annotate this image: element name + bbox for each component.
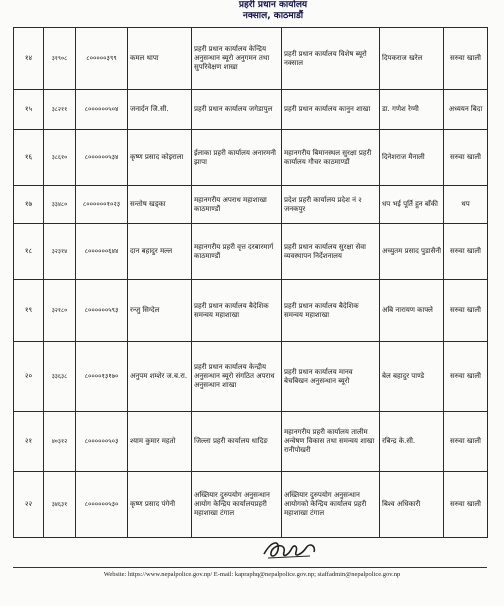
personnel-id-cell: ८००००००५०४ (76, 90, 128, 130)
remark-cell: सरुवा खाली (444, 28, 488, 90)
replacement-cell: अबि नारायण काफ्ले (380, 280, 444, 342)
current-office-cell: महानगरीय अपराध महाशाखा काठमाण्डौं (192, 186, 282, 224)
serial-number-cell: १५ (14, 90, 44, 130)
remark-cell: सरुवा खाली (444, 472, 488, 538)
remark-cell: सरुवा खाली (444, 342, 488, 412)
table-row (14, 412, 488, 472)
transfer-table (13, 27, 488, 538)
personnel-id-cell: ८००००१३१७० (76, 342, 128, 412)
table-row (14, 342, 488, 412)
stamp-line-1: प्रहरी प्रधान कार्यालय (238, 0, 308, 10)
table-row (14, 224, 488, 280)
personnel-id-cell: ८००००००६४४ (76, 224, 128, 280)
current-office-cell: प्रहरी प्रधान कार्यालय बैदेशिक समन्वय महाशाखा (192, 280, 282, 342)
signature (258, 536, 320, 562)
remark-cell: सरुवा खाली (444, 280, 488, 342)
name-cell: अनुपम शम्शेर ज.ब.रा. (128, 342, 192, 412)
current-office-cell: प्रहरी प्रधान कार्यालय जगेडापुल (192, 90, 282, 130)
new-office-cell: प्रहरी प्रधान कार्यालय मानव बेचबिखन अनुसन्धान ब्यूरो (282, 342, 380, 412)
remark-cell: सरुवा खाली (444, 412, 488, 472)
staff-number-cell: ३८२११ (44, 90, 76, 130)
current-office-cell: जिल्ला प्रहरी कार्यालय धादिङ (192, 412, 282, 472)
staff-number-cell: ३८६१० (44, 130, 76, 186)
serial-number-cell: २० (14, 342, 44, 412)
personnel-id-cell: ८०००००३९९ (76, 28, 128, 90)
name-cell: कृष्ण प्रसाद कोइराला (128, 130, 192, 186)
current-office-cell: प्रहरी प्रधान कार्यालय केन्द्रिय अनुसन्धान ब्यूरो अनुगमन तथा सुपरिवेक्षण शाखा (192, 28, 282, 90)
footer-contact: Website: https://www.nepalpolice.gov.np/ E-mail: kapraphq@nepalpolice.gov.np; staffadmin@nepalpolice.gov.np (103, 571, 401, 578)
table-row (14, 280, 488, 342)
remark-cell: सरुवा खाली (444, 224, 488, 280)
personnel-id-cell: ८००००००५०३ (76, 412, 128, 472)
name-cell: जनार्दन जि.सी. (128, 90, 192, 130)
new-office-cell: प्रहरी प्रधान कार्यालय कानुन शाखा (282, 90, 380, 130)
serial-number-cell: १७ (14, 186, 44, 224)
new-office-cell: प्रहरी प्रधान कार्यालय विशेष ब्यूरो नक्साल (282, 28, 380, 90)
new-office-cell: महानगरीय बिमानस्थल सुरक्षा प्रहरी कार्यालय गौचर काठमाण्डौं (282, 130, 380, 186)
serial-number-cell: २१ (14, 412, 44, 472)
replacement-cell: दिपकराज खरेल (380, 28, 444, 90)
table-row (14, 186, 488, 224)
remark-cell: सरुवा खाली (444, 130, 488, 186)
staff-number-cell: ३३४८० (44, 186, 76, 224)
serial-number-cell: १८ (14, 224, 44, 280)
current-office-cell: अख्तियार दुरुपयोग अनुसन्धान आयोग केन्द्रिय कार्यालयप्रहरी महाशाखा टंगाल (192, 472, 282, 538)
new-office-cell: महानगरीय प्रहरी कार्यालय तालीम अन्वेषण विकास तथा समन्वय शाखा रानीपोखरी (282, 412, 380, 472)
current-office-cell: प्रहरी प्रधान कार्यालय केन्द्रीय अनुसन्धान ब्यूरो संगठित अपराध अनुसन्धान शाखा (192, 342, 282, 412)
table-row (14, 130, 488, 186)
personnel-id-cell: ८००००००५३४ (76, 130, 128, 186)
personnel-id-cell: ८००००००१०२३ (76, 186, 128, 224)
staff-number-cell: ३१९०८ (44, 28, 76, 90)
personnel-id-cell: ८००००००५९३ (76, 280, 128, 342)
current-office-cell: ईलाका प्रहरी कार्यालय अनारमनी झापा (192, 130, 282, 186)
staff-number-cell: ३४६३१ (44, 472, 76, 538)
serial-number-cell: १४ (14, 28, 44, 90)
new-office-cell: प्रहरी प्रधान कार्यालय सुरक्षा सेवा व्यवस्थापन निर्देशनालय (282, 224, 380, 280)
name-cell: कृष्ण प्रसाद पंगेनी (128, 472, 192, 538)
table-row (14, 472, 488, 538)
name-cell: दान बहादुर मल्ल (128, 224, 192, 280)
replacement-cell: बेल बहादुर पाण्डे (380, 342, 444, 412)
new-office-cell: अख्तियार दुरुपयोग अनुसन्धान आयोगको केन्द्रिय कार्यालय प्रहरी महाशाखा टंगाल (282, 472, 380, 538)
replacement-cell: धप भई पूर्ति हुन बाँकी (380, 186, 444, 224)
name-cell: श्याम कुमार महतो (128, 412, 192, 472)
serial-number-cell: १६ (14, 130, 44, 186)
new-office-cell: प्रहरी प्रधान कार्यालय बैदेशिक समन्वय महाशाखा (282, 280, 380, 342)
personnel-id-cell: ८००००००५३० (76, 472, 128, 538)
office-stamp (228, 0, 318, 26)
footer-rule (13, 567, 487, 568)
name-cell: सन्तोष खड्का (128, 186, 192, 224)
remark-cell: अध्ययन बिदा (444, 90, 488, 130)
staff-number-cell: ३३६३८ (44, 342, 76, 412)
name-cell: कमल थापा (128, 28, 192, 90)
replacement-cell: डा. गणेश रेग्मी (380, 90, 444, 130)
new-office-cell: प्रदेश प्रहरी कार्यालय प्रदेश नं २ जनकपुर (282, 186, 380, 224)
table-row (14, 28, 488, 90)
serial-number-cell: २२ (14, 472, 44, 538)
replacement-cell: बिश्व अधिकारी (380, 472, 444, 538)
remark-cell: थप (444, 186, 488, 224)
replacement-cell: दिनेशराज मैनाली (380, 130, 444, 186)
staff-number-cell: ३२३१४ (44, 224, 76, 280)
name-cell: रन्जु सिग्देल (128, 280, 192, 342)
stamp-line-2: नक्साल, काठमाडौं (242, 11, 304, 21)
replacement-cell: अच्युतम प्रसाद पुडासैनी (380, 224, 444, 280)
replacement-cell: रबिन्द्र के.सी. (380, 412, 444, 472)
current-office-cell: महानगरीय प्रहरी वृत्त दरबारमार्ग काठमाण्डौं (192, 224, 282, 280)
serial-number-cell: १९ (14, 280, 44, 342)
staff-number-cell: ३२१८० (44, 280, 76, 342)
staff-number-cell: ४०३१२ (44, 412, 76, 472)
table-row (14, 90, 488, 130)
